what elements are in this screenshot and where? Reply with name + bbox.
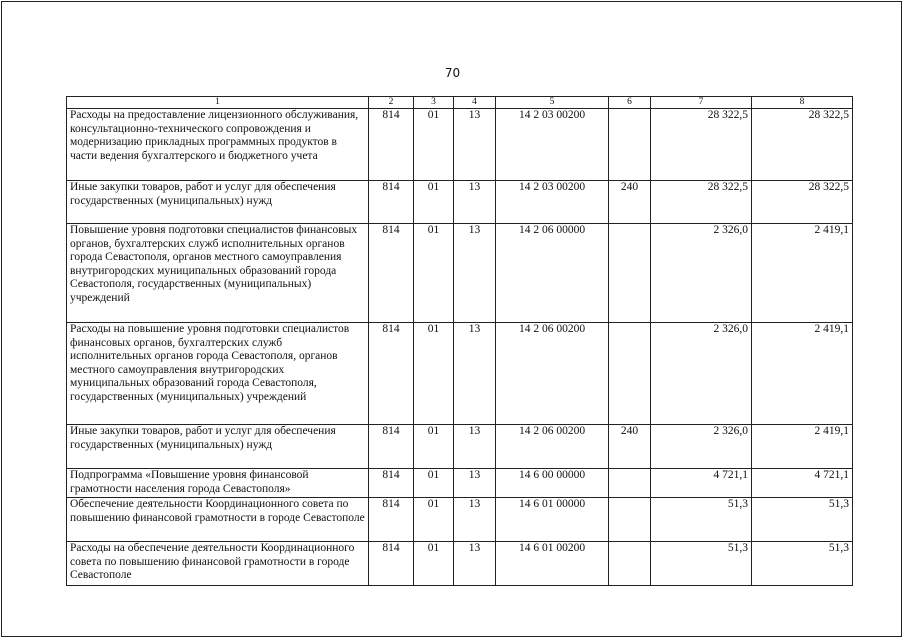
table-row — [67, 498, 853, 542]
amount-year-2: 2 419,1 — [752, 224, 853, 323]
table-row — [67, 181, 853, 224]
row-description: Подпрограмма «Повышение уровня финансовой грамотности населения города Севастополя» — [67, 469, 369, 498]
expense-type-code: 240 — [609, 181, 651, 224]
expense-type-code — [609, 224, 651, 323]
table-row — [67, 425, 853, 469]
table-row — [67, 542, 853, 586]
amount-year-1: 51,3 — [651, 498, 752, 542]
table-row — [67, 224, 853, 323]
subsection-code: 13 — [454, 181, 496, 224]
section-code: 01 — [414, 498, 454, 542]
subsection-code: 13 — [454, 469, 496, 498]
ministry-code: 814 — [369, 224, 414, 323]
column-header: 2 — [369, 97, 414, 109]
subsection-code: 13 — [454, 109, 496, 181]
amount-year-1: 4 721,1 — [651, 469, 752, 498]
row-description: Расходы на предоставление лицензионного обслуживания, консультационно-технического сопровождения и модернизацию прикладных программных продуктов в части ведения бухгалтерского и бюджетного учета — [67, 109, 369, 181]
amount-year-1: 28 322,5 — [651, 181, 752, 224]
amount-year-2: 51,3 — [752, 498, 853, 542]
ministry-code: 814 — [369, 542, 414, 586]
target-article-code: 14 6 01 00000 — [496, 498, 609, 542]
section-code: 01 — [414, 181, 454, 224]
subsection-code: 13 — [454, 323, 496, 425]
amount-year-2: 2 419,1 — [752, 425, 853, 469]
table-row — [67, 323, 853, 425]
target-article-code: 14 2 06 00000 — [496, 224, 609, 323]
column-header: 4 — [454, 97, 496, 109]
subsection-code: 13 — [454, 498, 496, 542]
row-description: Расходы на повышение уровня подготовки специалистов финансовых органов, бухгалтерских служб исполнительных органов города Севастополя, органов местного самоуправления внутригородских муниципальных образований города Севастополя, государственных (муниципальных) учреждений — [67, 323, 369, 425]
amount-year-2: 4 721,1 — [752, 469, 853, 498]
amount-year-1: 2 326,0 — [651, 323, 752, 425]
section-code: 01 — [414, 224, 454, 323]
ministry-code: 814 — [369, 498, 414, 542]
section-code: 01 — [414, 469, 454, 498]
row-description: Расходы на обеспечение деятельности Координационного совета по повышению финансовой грамотности в городе Севастополе — [67, 542, 369, 586]
expense-type-code — [609, 323, 651, 425]
expense-type-code — [609, 469, 651, 498]
amount-year-1: 2 326,0 — [651, 425, 752, 469]
ministry-code: 814 — [369, 425, 414, 469]
section-code: 01 — [414, 425, 454, 469]
subsection-code: 13 — [454, 224, 496, 323]
amount-year-2: 28 322,5 — [752, 109, 853, 181]
ministry-code: 814 — [369, 181, 414, 224]
ministry-code: 814 — [369, 109, 414, 181]
target-article-code: 14 6 01 00200 — [496, 542, 609, 586]
target-article-code: 14 6 00 00000 — [496, 469, 609, 498]
column-header: 6 — [609, 97, 651, 109]
ministry-code: 814 — [369, 469, 414, 498]
row-description: Обеспечение деятельности Координационного совета по повышению финансовой грамотности в городе Севастополе — [67, 498, 369, 542]
amount-year-1: 51,3 — [651, 542, 752, 586]
column-header: 5 — [496, 97, 609, 109]
column-header: 8 — [752, 97, 853, 109]
expense-type-code — [609, 542, 651, 586]
table-header-row — [67, 97, 853, 109]
table-row — [67, 469, 853, 498]
row-description: Иные закупки товаров, работ и услуг для обеспечения государственных (муниципальных) нужд — [67, 425, 369, 469]
subsection-code: 13 — [454, 425, 496, 469]
row-description: Иные закупки товаров, работ и услуг для обеспечения государственных (муниципальных) нужд — [67, 181, 369, 224]
table-row — [67, 109, 853, 181]
amount-year-1: 2 326,0 — [651, 224, 752, 323]
section-code: 01 — [414, 542, 454, 586]
ministry-code: 814 — [369, 323, 414, 425]
expense-type-code: 240 — [609, 425, 651, 469]
amount-year-2: 51,3 — [752, 542, 853, 586]
amount-year-2: 2 419,1 — [752, 323, 853, 425]
column-header: 3 — [414, 97, 454, 109]
section-code: 01 — [414, 109, 454, 181]
row-description: Повышение уровня подготовки специалистов финансовых органов, бухгалтерских служб исполнительных органов города Севастополя, органов местного самоуправления внутригородских муниципальных образований города Севастополя, государственных (муниципальных) учреждений — [67, 224, 369, 323]
amount-year-1: 28 322,5 — [651, 109, 752, 181]
amount-year-2: 28 322,5 — [752, 181, 853, 224]
page-number: 70 — [444, 66, 461, 80]
target-article-code: 14 2 06 00200 — [496, 323, 609, 425]
target-article-code: 14 2 03 00200 — [496, 109, 609, 181]
expense-type-code — [609, 109, 651, 181]
column-header: 1 — [67, 97, 369, 109]
section-code: 01 — [414, 323, 454, 425]
expense-type-code — [609, 498, 651, 542]
target-article-code: 14 2 03 00200 — [496, 181, 609, 224]
subsection-code: 13 — [454, 542, 496, 586]
budget-table — [66, 96, 853, 586]
target-article-code: 14 2 06 00200 — [496, 425, 609, 469]
column-header: 7 — [651, 97, 752, 109]
